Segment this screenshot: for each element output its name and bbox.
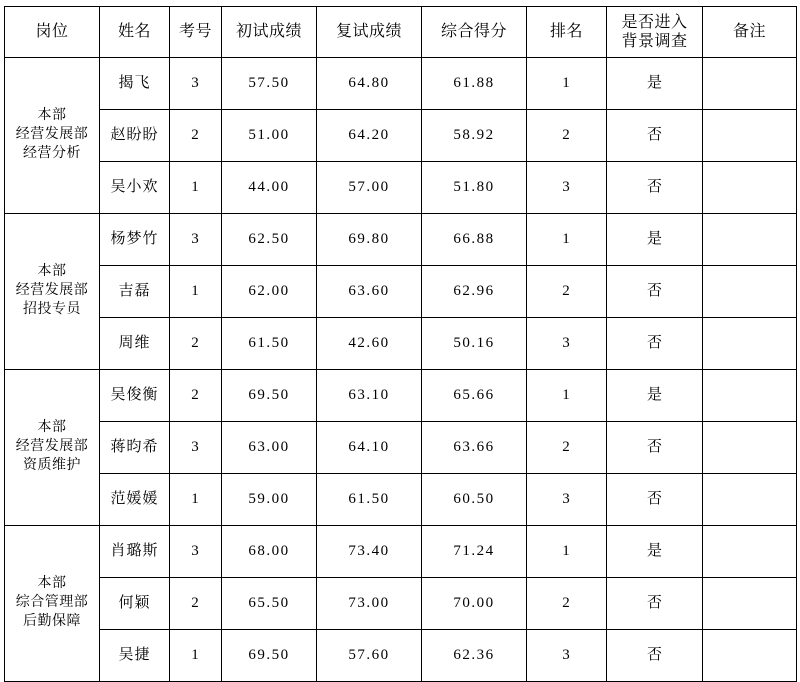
remark-cell bbox=[703, 630, 797, 682]
name-cell: 肖璐斯 bbox=[100, 526, 170, 578]
first-score-cell: 62.00 bbox=[222, 266, 317, 318]
column-header-background-check-line1: 是否进入 bbox=[621, 13, 688, 31]
remark-cell bbox=[703, 162, 797, 214]
post-line: 本部 bbox=[37, 576, 67, 592]
rank-cell: 2 bbox=[527, 578, 607, 630]
remark-cell bbox=[703, 526, 797, 578]
post-line: 经营分析 bbox=[23, 145, 81, 161]
name-cell: 赵盼盼 bbox=[100, 110, 170, 162]
name-cell: 杨梦竹 bbox=[100, 214, 170, 266]
background-check-cell: 是 bbox=[607, 214, 703, 266]
remark-cell bbox=[703, 58, 797, 110]
name-cell: 周维 bbox=[100, 318, 170, 370]
post-line: 后勤保障 bbox=[23, 613, 81, 629]
table-row bbox=[5, 578, 797, 630]
second-score-cell: 69.80 bbox=[317, 214, 422, 266]
column-header-exam-number: 考号 bbox=[170, 7, 222, 58]
table-row bbox=[5, 474, 797, 526]
first-score-cell: 59.00 bbox=[222, 474, 317, 526]
column-header-remark: 备注 bbox=[703, 7, 797, 58]
table-row bbox=[5, 214, 797, 266]
column-header-background-check-line2: 背景调查 bbox=[621, 33, 688, 50]
post-line: 本部 bbox=[37, 420, 67, 436]
remark-cell bbox=[703, 474, 797, 526]
column-header-post: 岗位 bbox=[5, 7, 100, 58]
first-score-cell: 51.00 bbox=[222, 110, 317, 162]
total-score-cell: 71.24 bbox=[422, 526, 527, 578]
exam-number-cell: 2 bbox=[170, 578, 222, 630]
post-line: 本部 bbox=[37, 108, 67, 124]
background-check-cell: 否 bbox=[607, 110, 703, 162]
background-check-cell: 是 bbox=[607, 370, 703, 422]
post-line: 招投专员 bbox=[23, 301, 81, 317]
first-score-cell: 44.00 bbox=[222, 162, 317, 214]
rank-cell: 1 bbox=[527, 214, 607, 266]
post-line: 经营发展部 bbox=[15, 283, 89, 299]
rank-cell: 1 bbox=[527, 58, 607, 110]
name-cell: 何颖 bbox=[100, 578, 170, 630]
exam-number-cell: 3 bbox=[170, 422, 222, 474]
name-cell: 范媛媛 bbox=[100, 474, 170, 526]
exam-number-cell: 2 bbox=[170, 318, 222, 370]
total-score-cell: 51.80 bbox=[422, 162, 527, 214]
rank-cell: 1 bbox=[527, 526, 607, 578]
column-header-first-score: 初试成绩 bbox=[222, 7, 317, 58]
post-line: 本部 bbox=[37, 264, 67, 280]
rank-cell: 2 bbox=[527, 266, 607, 318]
background-check-cell: 否 bbox=[607, 422, 703, 474]
rank-cell: 2 bbox=[527, 110, 607, 162]
total-score-cell: 66.88 bbox=[422, 214, 527, 266]
background-check-cell: 是 bbox=[607, 526, 703, 578]
first-score-cell: 57.50 bbox=[222, 58, 317, 110]
total-score-cell: 62.96 bbox=[422, 266, 527, 318]
column-header-total-score: 综合得分 bbox=[422, 7, 527, 58]
second-score-cell: 61.50 bbox=[317, 474, 422, 526]
rank-cell: 3 bbox=[527, 630, 607, 682]
table-header bbox=[5, 7, 797, 58]
table-row bbox=[5, 266, 797, 318]
post-line: 资质维护 bbox=[23, 457, 81, 473]
exam-number-cell: 1 bbox=[170, 474, 222, 526]
name-cell: 吴俊衡 bbox=[100, 370, 170, 422]
name-cell: 揭飞 bbox=[100, 58, 170, 110]
background-check-cell: 否 bbox=[607, 162, 703, 214]
total-score-cell: 61.88 bbox=[422, 58, 527, 110]
second-score-cell: 42.60 bbox=[317, 318, 422, 370]
exam-number-cell: 1 bbox=[170, 162, 222, 214]
first-score-cell: 63.00 bbox=[222, 422, 317, 474]
first-score-cell: 61.50 bbox=[222, 318, 317, 370]
first-score-cell: 68.00 bbox=[222, 526, 317, 578]
second-score-cell: 64.80 bbox=[317, 58, 422, 110]
table-row bbox=[5, 422, 797, 474]
remark-cell bbox=[703, 578, 797, 630]
name-cell: 蒋昀希 bbox=[100, 422, 170, 474]
first-score-cell: 62.50 bbox=[222, 214, 317, 266]
second-score-cell: 64.20 bbox=[317, 110, 422, 162]
remark-cell bbox=[703, 266, 797, 318]
background-check-cell: 否 bbox=[607, 266, 703, 318]
background-check-cell: 否 bbox=[607, 630, 703, 682]
table-row bbox=[5, 318, 797, 370]
header-row bbox=[5, 7, 797, 58]
rank-cell: 3 bbox=[527, 162, 607, 214]
table-row bbox=[5, 526, 797, 578]
results-table bbox=[4, 6, 797, 682]
second-score-cell: 63.60 bbox=[317, 266, 422, 318]
exam-number-cell: 2 bbox=[170, 110, 222, 162]
first-score-cell: 69.50 bbox=[222, 370, 317, 422]
remark-cell bbox=[703, 318, 797, 370]
background-check-cell: 是 bbox=[607, 58, 703, 110]
total-score-cell: 62.36 bbox=[422, 630, 527, 682]
post-cell bbox=[5, 214, 100, 370]
column-header-second-score: 复试成绩 bbox=[317, 7, 422, 58]
rank-cell: 3 bbox=[527, 474, 607, 526]
table-row bbox=[5, 162, 797, 214]
second-score-cell: 57.00 bbox=[317, 162, 422, 214]
rank-cell: 1 bbox=[527, 370, 607, 422]
exam-number-cell: 1 bbox=[170, 266, 222, 318]
name-cell: 吉磊 bbox=[100, 266, 170, 318]
table-row bbox=[5, 370, 797, 422]
rank-cell: 2 bbox=[527, 422, 607, 474]
table-row bbox=[5, 58, 797, 110]
background-check-cell: 否 bbox=[607, 578, 703, 630]
background-check-cell: 否 bbox=[607, 318, 703, 370]
first-score-cell: 65.50 bbox=[222, 578, 317, 630]
table-row bbox=[5, 110, 797, 162]
column-header-name: 姓名 bbox=[100, 7, 170, 58]
name-cell: 吴捷 bbox=[100, 630, 170, 682]
exam-number-cell: 1 bbox=[170, 630, 222, 682]
column-header-background-check bbox=[607, 7, 703, 58]
post-line: 综合管理部 bbox=[15, 595, 89, 611]
total-score-cell: 63.66 bbox=[422, 422, 527, 474]
post-line: 经营发展部 bbox=[15, 127, 89, 143]
remark-cell bbox=[703, 422, 797, 474]
remark-cell bbox=[703, 110, 797, 162]
total-score-cell: 58.92 bbox=[422, 110, 527, 162]
table-row bbox=[5, 630, 797, 682]
exam-number-cell: 2 bbox=[170, 370, 222, 422]
post-cell bbox=[5, 526, 100, 682]
remark-cell bbox=[703, 214, 797, 266]
second-score-cell: 73.40 bbox=[317, 526, 422, 578]
post-cell bbox=[5, 58, 100, 214]
total-score-cell: 60.50 bbox=[422, 474, 527, 526]
second-score-cell: 64.10 bbox=[317, 422, 422, 474]
exam-number-cell: 3 bbox=[170, 526, 222, 578]
total-score-cell: 50.16 bbox=[422, 318, 527, 370]
second-score-cell: 57.60 bbox=[317, 630, 422, 682]
first-score-cell: 69.50 bbox=[222, 630, 317, 682]
table-body bbox=[5, 58, 797, 682]
remark-cell bbox=[703, 370, 797, 422]
background-check-cell: 否 bbox=[607, 474, 703, 526]
post-line: 经营发展部 bbox=[15, 439, 89, 455]
total-score-cell: 65.66 bbox=[422, 370, 527, 422]
second-score-cell: 73.00 bbox=[317, 578, 422, 630]
rank-cell: 3 bbox=[527, 318, 607, 370]
exam-number-cell: 3 bbox=[170, 214, 222, 266]
exam-number-cell: 3 bbox=[170, 58, 222, 110]
total-score-cell: 70.00 bbox=[422, 578, 527, 630]
post-cell bbox=[5, 370, 100, 526]
second-score-cell: 63.10 bbox=[317, 370, 422, 422]
column-header-rank: 排名 bbox=[527, 7, 607, 58]
name-cell: 吴小欢 bbox=[100, 162, 170, 214]
